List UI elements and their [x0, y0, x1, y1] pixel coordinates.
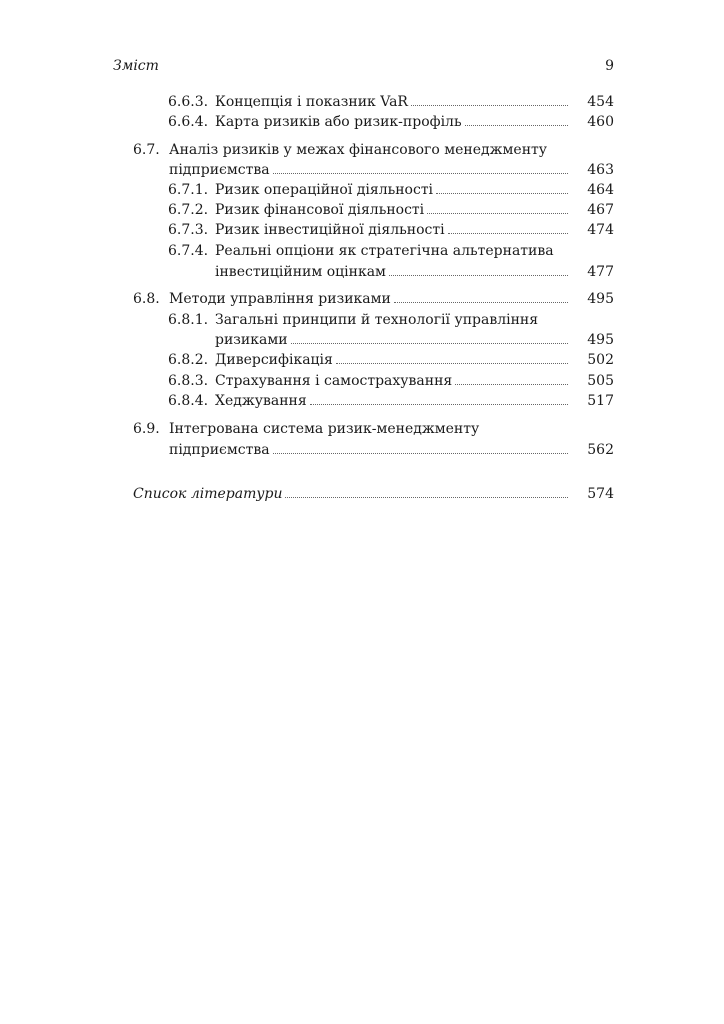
toc-entry-number: 6.7.4. — [168, 243, 209, 259]
toc-entry-page: 495 — [587, 291, 614, 307]
toc-entry[interactable] — [168, 391, 614, 411]
toc-entry-title: Інтегрована система ризик-менеджменту — [169, 421, 480, 437]
toc-entry-page: 574 — [587, 486, 614, 502]
toc-entry-number: 6.9. — [133, 421, 160, 437]
toc-entry-title: Хеджування — [215, 393, 307, 409]
toc-entry[interactable] — [168, 92, 614, 112]
toc-entry[interactable] — [168, 200, 614, 220]
dot-leader — [455, 383, 568, 385]
toc-entry[interactable] — [168, 371, 614, 391]
toc-entry[interactable] — [168, 112, 614, 132]
toc-entry-title: Загальні принципи й технології управління — [215, 312, 539, 328]
dot-leader — [389, 274, 568, 276]
toc-entry-number: 6.7.2. — [168, 202, 209, 218]
toc-entry-page: 477 — [587, 264, 614, 280]
dot-leader — [291, 342, 568, 344]
toc-entry-line1[interactable] — [133, 419, 614, 439]
toc-entry-line2[interactable] — [169, 160, 614, 180]
toc-entry-number: 6.8.3. — [168, 373, 209, 389]
toc-entry-line1[interactable] — [133, 140, 614, 160]
dot-leader — [273, 172, 568, 174]
running-head-page-number: 9 — [605, 58, 614, 74]
dot-leader — [310, 403, 568, 405]
toc-entry-page: 495 — [587, 332, 614, 348]
toc-entry-number: 6.7.3. — [168, 222, 209, 238]
toc-entry-title-continued: підприємства — [169, 442, 270, 458]
toc-entry-number: 6.8. — [133, 291, 160, 307]
toc-entry-page: 454 — [587, 94, 614, 110]
dot-leader — [448, 232, 568, 234]
toc-entry-line1[interactable] — [168, 310, 614, 330]
toc-entry-title: Ризик інвестиційної діяльності — [215, 222, 445, 238]
toc-entry-title: Методи управління ризиками — [169, 291, 391, 307]
toc-entry-line1[interactable] — [168, 241, 614, 261]
toc-entry-page: 464 — [587, 182, 614, 198]
toc-entry-number: 6.8.4. — [168, 393, 209, 409]
toc-entry-title: Диверсифікація — [215, 352, 333, 368]
toc-entry-number: 6.8.1. — [168, 312, 209, 328]
toc-entry-title: Список літератури — [133, 486, 283, 502]
toc-entry-number: 6.6.3. — [168, 94, 209, 110]
toc-entry-page: 463 — [587, 162, 614, 178]
toc-entry-title: Концепція і показник VaR — [215, 94, 408, 110]
toc-entry[interactable] — [168, 350, 614, 370]
dot-leader — [285, 496, 568, 498]
toc-entry-bibliography[interactable] — [133, 484, 614, 504]
toc-entry-title-continued: ризиками — [215, 332, 288, 348]
toc-entry-title: Ризик фінансової діяльності — [215, 202, 425, 218]
dot-leader — [465, 124, 568, 126]
toc-entry-title-continued: підприємства — [169, 162, 270, 178]
toc-entry-page: 460 — [587, 114, 614, 130]
toc-entry[interactable] — [133, 289, 614, 309]
toc-entry-title: Реальні опціони як стратегічна альтернатива — [215, 243, 554, 259]
running-head-title: Зміст — [113, 58, 159, 74]
toc-entry-line2[interactable] — [215, 262, 614, 282]
toc-entry-line2[interactable] — [169, 440, 614, 460]
toc-entry-page: 517 — [587, 393, 614, 409]
toc-entry-line2[interactable] — [215, 330, 614, 350]
running-head — [0, 58, 724, 78]
dot-leader — [427, 212, 568, 214]
toc-entry-title: Страхування і самострахування — [215, 373, 453, 389]
toc-entry-page: 562 — [587, 442, 614, 458]
toc-entry-page: 505 — [587, 373, 614, 389]
dot-leader — [411, 104, 568, 106]
dot-leader — [436, 192, 568, 194]
toc-entry-number: 6.6.4. — [168, 114, 209, 130]
toc-entry-number: 6.8.2. — [168, 352, 209, 368]
toc-entry-page: 474 — [587, 222, 614, 238]
dot-leader — [394, 301, 568, 303]
dot-leader — [336, 362, 568, 364]
toc-entry[interactable] — [168, 220, 614, 240]
toc-entry-page: 467 — [587, 202, 614, 218]
toc-entry-title-continued: інвестиційним оцінкам — [215, 264, 386, 280]
dot-leader — [273, 452, 568, 454]
toc-entry[interactable] — [168, 180, 614, 200]
toc-entry-title: Карта ризиків або ризик-профіль — [215, 114, 462, 130]
toc-entry-number: 6.7.1. — [168, 182, 209, 198]
toc-entry-title: Ризик операційної діяльності — [215, 182, 434, 198]
toc-entry-title: Аналіз ризиків у межах фінансового менеджменту — [169, 142, 548, 158]
toc-entry-page: 502 — [587, 352, 614, 368]
toc-entry-number: 6.7. — [133, 142, 160, 158]
